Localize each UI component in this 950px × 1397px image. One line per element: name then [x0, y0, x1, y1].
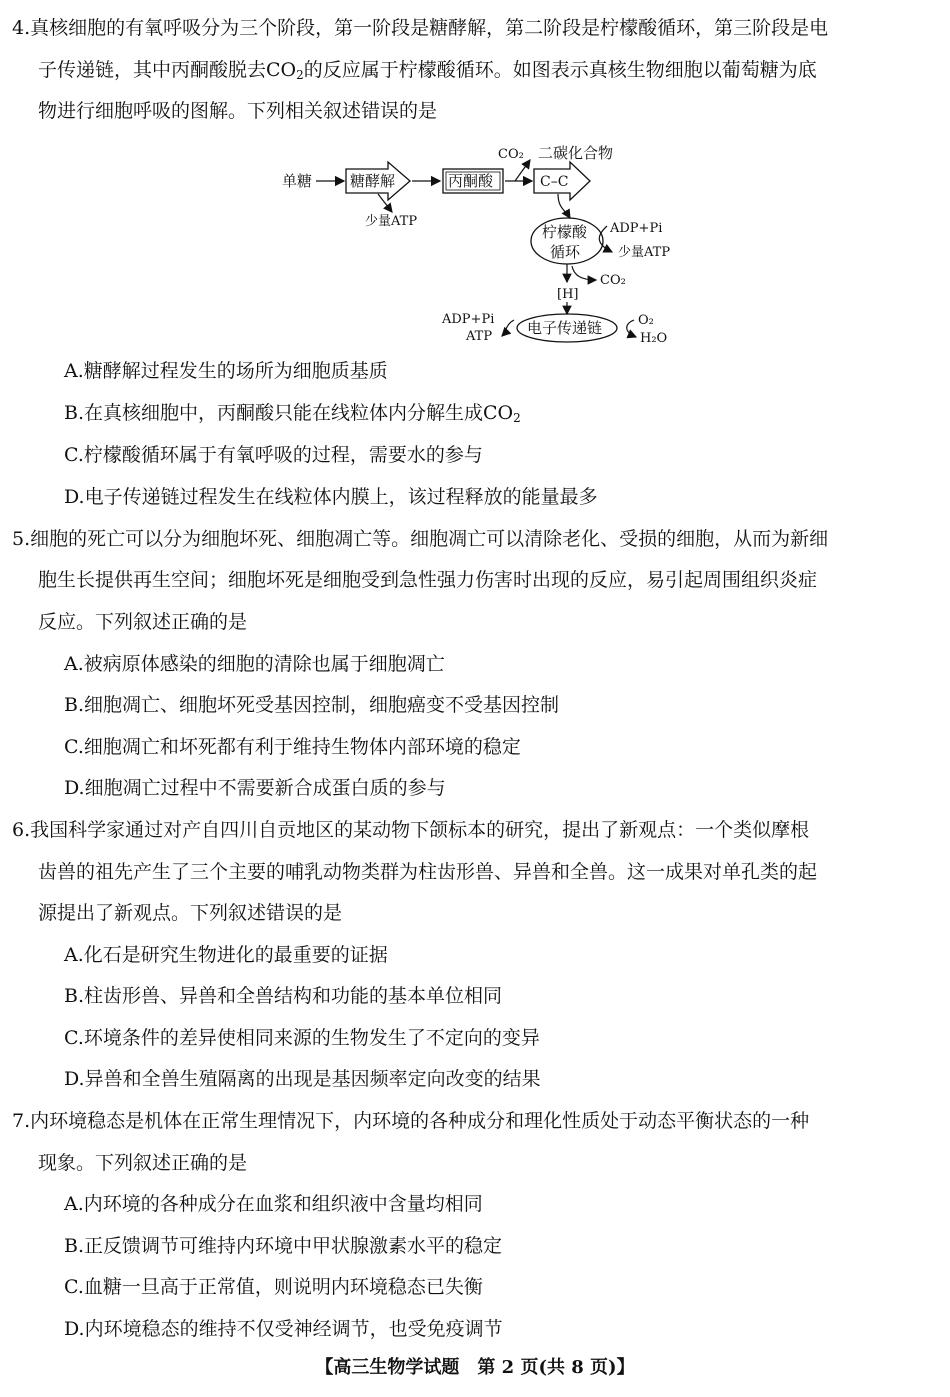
q5-stem-line-2: 胞生长提供再生空间；细胞坏死是细胞受到急性强力伤害时出现的反应，易引起周围组织炎症: [38, 569, 818, 591]
q4-stem-line-2a: 子传递链，其中丙酮酸脱去CO: [38, 59, 297, 81]
q4-option-b-text: B.在真核细胞中，丙酮酸只能在线粒体内分解生成CO: [64, 402, 514, 424]
arrow-to-little-atp-1: [378, 194, 392, 212]
q7-stem-line-2: 现象。下列叙述正确的是: [38, 1152, 248, 1174]
glycolysis-label: 糖酵解: [350, 172, 396, 190]
q5-option-d: D.细胞凋亡过程中不需要新合成蛋白质的参与: [64, 777, 446, 799]
two-carbon-compound-label: 二碳化合物: [538, 144, 614, 162]
q7-option-c: C.血糖一旦高于正常值，则说明内环境稳态已失衡: [64, 1276, 483, 1298]
adp-pi-1-label: ADP+Pi: [610, 221, 663, 236]
q7-stem-line-1: 7.内环境稳态是机体在正常生理情况下，内环境的各种成分和理化性质处于动态平衡状态的一种: [12, 1110, 810, 1132]
citric-cycle-label-2: 循环: [550, 243, 581, 261]
q6-option-b: B.柱齿形兽、异兽和全兽结构和功能的基本单位相同: [64, 985, 503, 1007]
arrow-o2-to-h2o: [627, 320, 636, 337]
q4-stem-line-2: [38, 57, 817, 83]
q6-stem-line-3: 源提出了新观点。下列叙述错误的是: [38, 902, 343, 924]
h-label: [H]: [557, 287, 579, 302]
q4-option-a: A.糖酵解过程发生的场所为细胞质基质: [64, 360, 388, 382]
q4-option-d: D.电子传递链过程发生在线粒体内膜上，该过程释放的能量最多: [64, 486, 598, 508]
q7-option-d: D.内环境稳态的维持不仅受神经调节，也受免疫调节: [64, 1318, 503, 1340]
o2-label: O₂: [638, 313, 654, 328]
q4-option-c: C.柠檬酸循环属于有氧呼吸的过程，需要水的参与: [64, 444, 483, 466]
q6-stem-line-1: 6.我国科学家通过对产自四川自贡地区的某动物下颌标本的研究，提出了新观点：一个类似摩根: [12, 819, 810, 841]
pyruvate-label: 丙酮酸: [448, 172, 494, 190]
arrow-cc-to-citric-cycle: [558, 194, 570, 218]
adp-pi-2-label: ADP+Pi: [442, 312, 495, 327]
q4-option-b: [64, 400, 521, 426]
q7-option-a: A.内环境的各种成分在血浆和组织液中含量均相同: [64, 1193, 483, 1215]
q5-stem-line-3: 反应。下列叙述正确的是: [38, 611, 248, 633]
arrow-adp-to-atp: [502, 320, 514, 336]
co2-mid-label: CO₂: [600, 273, 626, 288]
q4-stem-line-3: 物进行细胞呼吸的图解。下列相关叙述错误的是: [38, 100, 438, 122]
h2o-label: H₂O: [640, 331, 668, 346]
two-carbon-label: C–C: [540, 174, 569, 190]
q4-option-b-subscript: 2: [513, 411, 521, 425]
q4-co2-subscript: 2: [296, 68, 304, 82]
little-atp-1-label: 少量ATP: [365, 214, 418, 229]
monosaccharide-label: 单糖: [282, 172, 313, 190]
citric-cycle-label-1: 柠檬酸: [542, 223, 588, 241]
q6-stem-line-2: 齿兽的祖先产生了三个主要的哺乳动物类群为柱齿形兽、异兽和全兽。这一成果对单孔类的起: [38, 861, 818, 883]
etc-label: 电子传递链: [527, 319, 603, 337]
q4-stem-line-2b: 的反应属于柠檬酸循环。如图表示真核生物细胞以葡萄糖为底: [303, 59, 817, 81]
q4-stem-line-1: 4.真核细胞的有氧呼吸分为三个阶段，第一阶段是糖酵解，第二阶段是柠檬酸循环，第三阶段是电: [12, 17, 829, 39]
q7-option-b: B.正反馈调节可维持内环境中甲状腺激素水平的稳定: [64, 1235, 503, 1257]
q5-stem-line-1: 5.细胞的死亡可以分为细胞坏死、细胞凋亡等。细胞凋亡可以清除老化、受损的细胞，从而为新细: [12, 528, 829, 550]
q6-option-d: D.异兽和全兽生殖隔离的出现是基因频率定向改变的结果: [64, 1068, 541, 1090]
page-footer: 【高三生物学试题 第 2 页(共 8 页)】: [315, 1357, 635, 1378]
q5-option-b: B.细胞凋亡、细胞坏死受基因控制，细胞癌变不受基因控制: [64, 694, 560, 716]
q5-option-a: A.被病原体感染的细胞的清除也属于细胞凋亡: [64, 653, 445, 675]
atp-label: ATP: [466, 329, 493, 344]
respiration-diagram: [270, 138, 700, 353]
q5-option-c: C.细胞凋亡和坏死都有利于维持生物体内部环境的稳定: [64, 736, 521, 758]
co2-top-label: CO₂: [498, 147, 524, 162]
arrow-to-co2-top: [515, 160, 530, 181]
arrow-to-co2-mid: [572, 266, 596, 280]
q6-option-c: C.环境条件的差异使相同来源的生物发生了不定向的变异: [64, 1027, 540, 1049]
q6-option-a: A.化石是研究生物进化的最重要的证据: [64, 944, 388, 966]
little-atp-2-label: 少量ATP: [618, 245, 671, 260]
